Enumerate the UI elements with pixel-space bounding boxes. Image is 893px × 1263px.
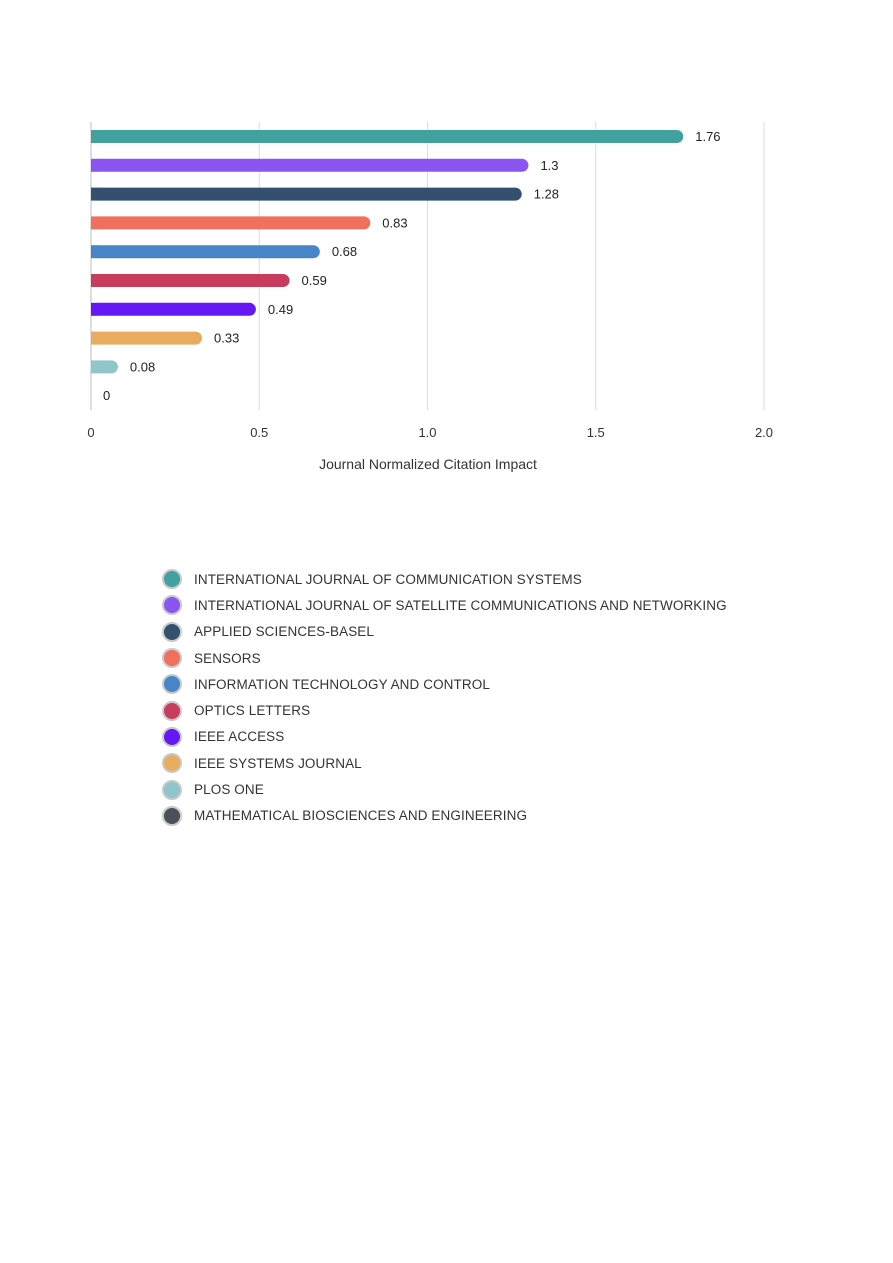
- legend-label: INFORMATION TECHNOLOGY AND CONTROL: [194, 676, 490, 692]
- legend-item[interactable]: [162, 697, 727, 723]
- legend-label: SENSORS: [194, 650, 261, 666]
- bar-value-label: 1.3: [540, 157, 559, 173]
- legend-label: IEEE SYSTEMS JOURNAL: [194, 755, 362, 771]
- x-axis-ticks: [87, 425, 773, 440]
- bar-base: [91, 360, 98, 373]
- bar[interactable]: [91, 188, 522, 201]
- x-tick-label: 1.0: [418, 425, 437, 440]
- bar-base: [91, 188, 98, 201]
- bar-base: [91, 130, 98, 143]
- legend-label: OPTICS LETTERS: [194, 703, 311, 719]
- legend-item[interactable]: [162, 803, 727, 829]
- legend-label: INTERNATIONAL JOURNAL OF SATELLITE COMMUNICATIONS AND NETWORKING: [194, 597, 727, 613]
- legend-item[interactable]: [162, 671, 727, 697]
- bar-base: [91, 216, 98, 229]
- bar[interactable]: [91, 303, 256, 316]
- legend-swatch: [162, 622, 182, 642]
- x-tick-label: 0: [87, 425, 95, 440]
- bar-base: [91, 245, 98, 258]
- legend-swatch: [162, 648, 182, 668]
- legend-item[interactable]: [162, 592, 727, 618]
- legend-item[interactable]: [162, 724, 727, 750]
- bar-value-label: 0.49: [267, 301, 294, 317]
- legend-label: APPLIED SCIENCES-BASEL: [194, 624, 375, 640]
- legend-item[interactable]: [162, 566, 727, 592]
- legend-swatch: [162, 753, 182, 773]
- bar-value-label: 1.76: [695, 129, 721, 144]
- bar-chart: [0, 0, 893, 500]
- legend-label: INTERNATIONAL JOURNAL OF COMMUNICATION SYSTEMS: [194, 571, 582, 587]
- legend-item[interactable]: [162, 750, 727, 776]
- bar-value-label: 0: [103, 388, 111, 404]
- bar-value-label: 0.83: [382, 215, 408, 231]
- bar-value-label: 0.68: [331, 244, 358, 260]
- x-tick-label: 1.5: [586, 425, 605, 440]
- bar-base: [91, 274, 98, 287]
- legend-label: MATHEMATICAL BIOSCIENCES AND ENGINEERING: [194, 808, 528, 824]
- x-tick-label: 2.0: [754, 425, 774, 440]
- bar[interactable]: [91, 216, 370, 229]
- x-tick-label: 0.5: [250, 425, 269, 440]
- bar[interactable]: [91, 332, 202, 345]
- bars: [91, 130, 683, 373]
- legend-label: IEEE ACCESS: [194, 729, 285, 745]
- bar-base: [91, 332, 98, 345]
- bar-value-label: 0.08: [129, 359, 156, 375]
- legend-swatch: [162, 780, 182, 800]
- legend-swatch: [162, 806, 182, 826]
- bar-value-label: 0.59: [301, 273, 327, 288]
- legend-label: PLOS ONE: [194, 782, 264, 798]
- legend-swatch: [162, 595, 182, 615]
- bar[interactable]: [91, 245, 320, 258]
- bar[interactable]: [91, 274, 290, 287]
- legend-swatch: [162, 674, 182, 694]
- legend-item[interactable]: [162, 619, 727, 645]
- legend: [162, 566, 727, 829]
- x-axis-title: Journal Normalized Citation Impact: [319, 456, 537, 472]
- bar[interactable]: [91, 130, 683, 143]
- legend-item[interactable]: [162, 776, 727, 802]
- legend-item[interactable]: [162, 645, 727, 671]
- bar-base: [91, 159, 98, 172]
- bar-base: [91, 303, 98, 316]
- legend-swatch: [162, 727, 182, 747]
- bar[interactable]: [91, 159, 528, 172]
- bar-value-label: 1.28: [533, 186, 560, 202]
- legend-swatch: [162, 569, 182, 589]
- legend-swatch: [162, 701, 182, 721]
- bar-value-label: 0.33: [214, 330, 240, 346]
